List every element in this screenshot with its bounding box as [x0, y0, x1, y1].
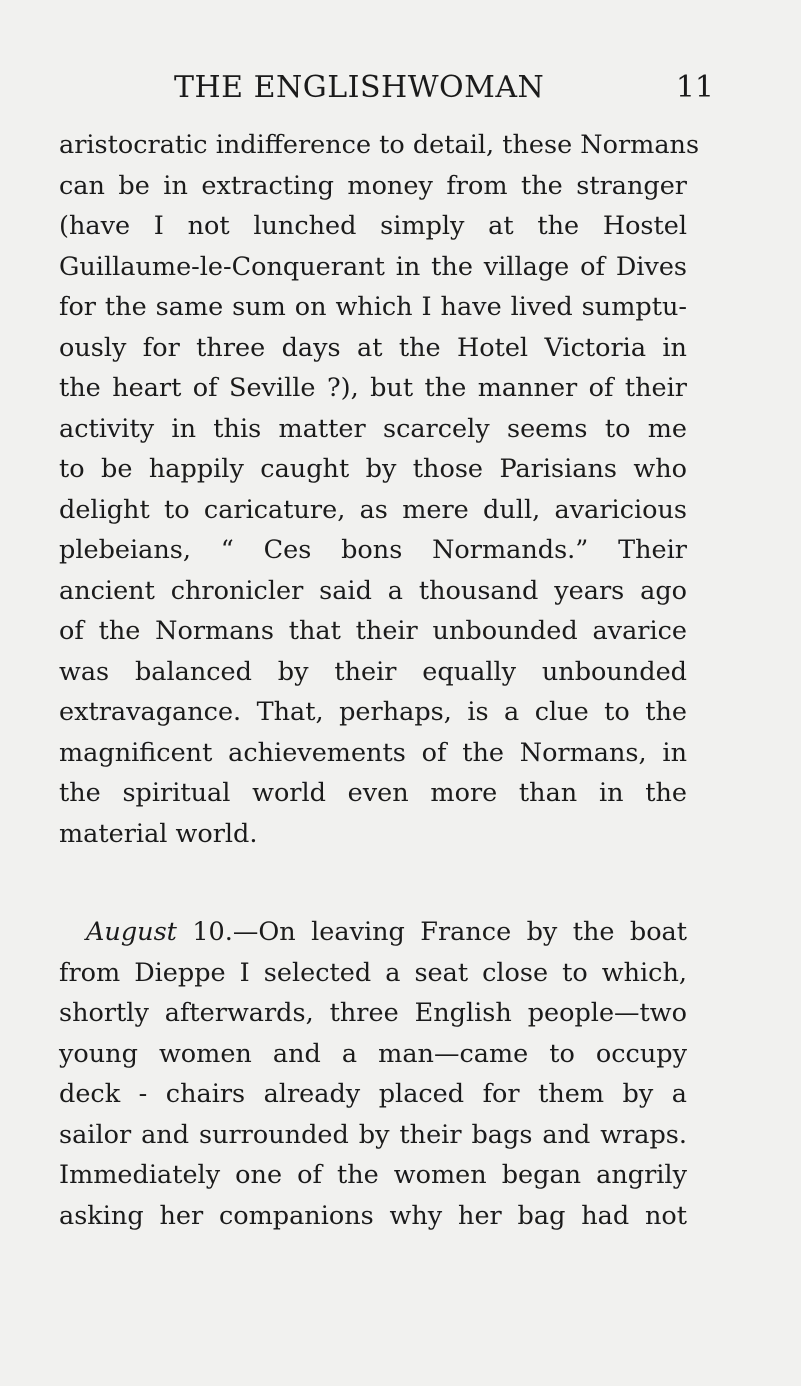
paragraph-gap	[59, 854, 687, 912]
text-line: for the same sum on which I have lived sumptu-	[59, 292, 687, 322]
running-head	[0, 70, 801, 110]
text-line: sailor and surrounded by their bags and wraps.	[59, 1119, 687, 1150]
text-line: extravagance. That, perhaps, is a clue to the	[59, 697, 687, 727]
text-line: of the Normans that their unbounded avarice	[59, 616, 687, 646]
text-line: aristocratic indifference to detail, these Normans	[59, 130, 700, 160]
text-line: plebeians, “ Ces bons Normands.” Their	[59, 535, 687, 565]
text-line: Immediately one of the women began angrily	[59, 1160, 687, 1190]
text-line: material world.	[59, 818, 258, 849]
text-line: the spiritual world even more than in the	[59, 778, 687, 808]
text-line: magnificent achievements of the Normans, in	[59, 737, 687, 768]
text-line: from Dieppe I selected a seat close to which,	[59, 957, 687, 988]
text-line-first	[59, 912, 687, 953]
running-title: THE ENGLISHWOMAN	[174, 70, 545, 105]
text-line: deck - chairs already placed for them by a	[59, 1079, 687, 1109]
first-line-rest: 10.—On leaving France by the boat	[176, 917, 687, 947]
text-line: young women and a man—came to occupy	[59, 1038, 687, 1069]
text-line: to be happily caught by those Parisians who	[59, 454, 687, 484]
text-line: asking her companions why her bag had not	[59, 1200, 687, 1231]
page-number: 11	[675, 70, 714, 105]
text-line: shortly afterwards, three English people—two	[59, 998, 687, 1028]
text-line: the heart of Seville ?), but the manner of their	[59, 373, 687, 403]
paragraph-2	[59, 912, 687, 1236]
text-line: ancient chronicler said a thousand years ago	[59, 575, 687, 606]
text-line: (have I not lunched simply at the Hostel	[59, 211, 687, 241]
text-line: activity in this matter scarcely seems to me	[59, 413, 687, 444]
body-text	[59, 125, 700, 1236]
text-line: was balanced by their equally unbounded	[59, 656, 687, 687]
paragraph-1	[59, 125, 700, 854]
text-line: ously for three days at the Hotel Victoria in	[59, 332, 687, 363]
text-line: can be in extracting money from the stranger	[59, 170, 687, 201]
text-line: delight to caricature, as mere dull, avaricious	[59, 494, 687, 525]
date-label: August	[86, 917, 177, 947]
text-line: Guillaume-le-Conquerant in the village of Dives	[59, 251, 687, 282]
